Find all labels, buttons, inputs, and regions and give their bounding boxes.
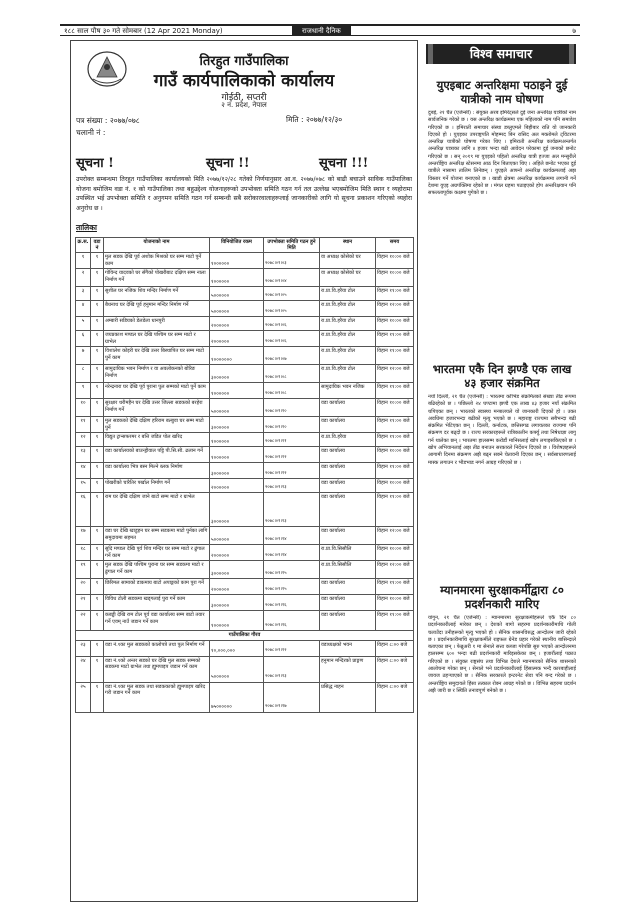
ward-cell: १ [91, 463, 104, 479]
office-province: २ नं. प्रदेश, नेपाल [221, 101, 267, 109]
budget-cell: ५०००००० [210, 527, 264, 545]
venue-cell: प्रसिद्ध नाहन [320, 682, 376, 712]
notice-heading-3: सूचना !!! [319, 156, 369, 171]
budget-cell: २०००००० [210, 545, 264, 561]
ward-cell: १ [91, 656, 104, 682]
ward-cell: १ [91, 301, 104, 317]
time-cell: विहान १०:०० बजे [376, 317, 414, 331]
time-cell: विहान ११:०० बजे [376, 287, 414, 301]
serial-cell: १५ [76, 479, 91, 493]
project-name-cell: वडा कार्यालयको बाउन्ड्रीवाल पट्टि पी.सि.सी. ढलान गर्ने [104, 447, 210, 463]
time-cell: विहान ११:०० बजे [376, 347, 414, 365]
venue-cell: रा.प्रा.वि.सिसौलि [320, 545, 376, 561]
ward-cell: १ [91, 561, 104, 579]
date-cell: २०७८।०१।१२ [264, 640, 320, 656]
serial-cell: २५ [76, 682, 91, 712]
page-number: ७ [572, 27, 576, 35]
ward-cell: १ [91, 269, 104, 287]
ward-cell: १ [91, 493, 104, 527]
budget-cell: ३०००००० [210, 417, 264, 433]
venue-cell: रा.प्रा.वि.हरैया टोल [320, 317, 376, 331]
serial-cell: १० [76, 399, 91, 417]
table-row [76, 447, 414, 463]
venue-cell: हनुमान मन्दिरको प्राङ्गण [320, 656, 376, 682]
venue-cell: वडा कार्यालय [320, 595, 376, 611]
project-name-cell: बैधनाथ घर देखि पूर्व हनुमान मन्दिर निर्माण गर्ने [104, 301, 210, 317]
date-cell: २०७८।०१।०५ [264, 301, 320, 317]
venue-cell: रा.प्रा.वि.सिसौलि [320, 561, 376, 579]
date-cell: २०७८।०१।१४ [264, 527, 320, 545]
venue-cell: वडा कार्यालय [320, 463, 376, 479]
project-name-cell: जयप्रकाश मण्डल घर देखि पश्चिम घर सम्म माटो र ग्राभेल [104, 331, 210, 347]
column-header: स्थान [320, 238, 376, 253]
date-cell: २०७८।०१।१७ [264, 682, 320, 712]
date-cell: २०७८।०१।१० [264, 399, 320, 417]
venue-cell: वा अध्यक्ष कोसेको घर [320, 253, 376, 269]
venue-cell: रा.प्रा.वि.हरैया टोल [320, 287, 376, 301]
project-name-cell: मुल सडक देखि पूर्व अशोक मिश्रको घर सम्म माटो पुर्ने काम [104, 253, 210, 269]
table-row [76, 479, 414, 493]
venue-cell: सामुदायिक भवन नजिक [320, 383, 376, 399]
table-row [76, 527, 414, 545]
table-row [76, 579, 414, 595]
serial-cell: २ [76, 269, 91, 287]
ward-cell: १ [91, 347, 104, 365]
serial-cell: २१ [76, 595, 91, 611]
table-header-row [76, 238, 414, 253]
time-cell: विहान ११:०० बजे [376, 463, 414, 479]
ward-cell: १ [91, 545, 104, 561]
table-row [76, 433, 414, 447]
public-notice [70, 40, 418, 902]
venue-cell: वडा कार्यालय [320, 579, 376, 595]
budget-cell: ३०००००० [210, 365, 264, 383]
budget-cell: ३०००००० [210, 493, 264, 527]
project-name-cell: सामुदायिक भवन निर्माण र वा अवलोकनको बोरिङ निर्माण [104, 365, 210, 383]
date-cell: २०७८।०१।०६ [264, 331, 320, 347]
table-row [76, 611, 414, 631]
time-cell: विहान ८:०० बजे [376, 640, 414, 656]
serial-cell: ११ [76, 417, 91, 433]
time-cell: विहान ११:०० बजे [376, 579, 414, 595]
serial-cell: ४ [76, 301, 91, 317]
date-cell: २०७८।०१।१५ [264, 561, 320, 579]
headline-myanmar-protest: म्यानमारमा सुरक्षाकर्मीद्वारा ८० प्रदर्शनकारी मारिए [440, 583, 564, 611]
venue-cell: रा.प्रा.वि.हरैया टोल [320, 365, 376, 383]
budget-cell: ५०००००० [210, 399, 264, 417]
budget-cell: ३०००००० [210, 561, 264, 579]
notice-heading-2: सूचना !! [206, 156, 250, 171]
date-cell: २०७८।०१।१३ [264, 656, 320, 682]
ward-cell: १ [91, 317, 104, 331]
time-cell: विहान ११:०० बजे [376, 383, 414, 399]
serial-cell: ७ [76, 347, 91, 365]
column-header: विनियोजित रकम [210, 238, 264, 253]
table-row [76, 682, 414, 712]
project-name-cell: वडा घर देखि खाडुहन घर सम्म सडकमा माटो पुर्नका लागि समुदायमा सहमत [104, 527, 210, 545]
project-name-cell: मुल सडक देखि पश्चिम पुराना घर सम्म सडकमा माटो र ढुंगाल गर्ने काम [104, 561, 210, 579]
article-india-covid: नयाँ दिल्ली, २१ चैत (एजेन्सी) : भारतमा कोभिड संक्रमितको संख्या तीव्र रूपमा बढिरहेको छ । पछिल्लो २४ घण्टामा झण्डै एक लाख ४३ हजार नयाँ संक्रमित थपिएका छन् । भारतको स्वास्थ्य मन्त्रालयले यो जानकारी दिएको हो । उक्त अवधिमा हजारभन्दा बढीको मृत्यु भएको छ । महाराष्ट्र राज्यमा सबैभन्दा बढी संक्रमित भेटिएका छन् । दिल्ली, कर्नाटक, छत्तिसगढ लगायतका राज्यमा पनि संक्रमण दर बढ्दो छ । राज्य सरकारहरूले रात्रिकालीन कर्फ्यु तथा निषेधाज्ञा लागु गर्न थालेका छन् । भारतमा हालसम्म करोडौं मानिसलाई खोप लगाइसकिएको छ । खोप अभियानलाई अझ तीव्र बनाउन सरकारले निर्देशन दिएको छ । विशेषज्ञहरूले आगामी दिनमा संक्रमण अझै बढ्न सक्ने चेतावनी दिएका छन् । सर्वसाधारणलाई मास्क लगाउन र भीडभाड नगर्न आग्रह गरिएको छ । [428, 394, 576, 466]
table-row [76, 287, 414, 301]
venue-cell: वडा कार्यालय [320, 399, 376, 417]
serial-cell: ६ [76, 331, 91, 347]
serial-cell: ९ [76, 383, 91, 399]
date-cell: २०७८।०१।०५ [264, 287, 320, 301]
ward-cell: १ [91, 640, 104, 656]
letter-number: पत्र संख्या : २०७७/०७८ [76, 116, 140, 125]
budget-cell: १०००००० [210, 433, 264, 447]
time-cell: विहान १२:०० बजे [376, 561, 414, 579]
budget-cell: ३०००००० [210, 595, 264, 611]
ward-cell: १ [91, 253, 104, 269]
project-name-cell: गोविन्द यादवको घर सँगैको पोखरीबाट दक्षिण सम्म नाला निर्माण गर्ने [104, 269, 210, 287]
time-cell: विहान ११:०० बजे [376, 331, 414, 347]
serial-cell: १३ [76, 447, 91, 463]
time-cell: विहान १०:०० बजे [376, 545, 414, 561]
project-name-cell: अम्बारी सडियको डेलडेला धानपुरी [104, 317, 210, 331]
venue-cell: वडा कार्यालय [320, 611, 376, 631]
notice-body: उपरोक्त सम्बन्धमा तिरहुत गाउँपालिका कार्यालयको मिति २०७७/१२/२८ गतेको निर्णयानुसार आ.व. २०७७/०७८ को बाढी बचाउने साविक गाउँपालिका योजना बमोजिम वडा नं. १ को गाउँपालिका तथा बहुउद्देश्य योजनाहरूको उपभोक्ता समिति गठन गर्न तल उल्लेख भएबमोजिम मिति स्थान र व्यहोरामा उपस्थित भई उपभोक्ता समिति र अनुगमन समिति गठन गर्न सम्बन्धी सबै सरोकारवालाहरूलाई जानकारीको लागि यो सूचना प्रकाशन गरिएको व्यहोरा अनुरोध छ । [76, 176, 412, 212]
ward-cell: १ [91, 365, 104, 383]
ward-cell: १ [91, 287, 104, 301]
table-row [76, 269, 414, 287]
budget-cell: १०००००० [210, 253, 264, 269]
time-cell: विहान १२:०० बजे [376, 365, 414, 383]
issue-date: १८८ साल पौष ३० गते सोमबार (12 Apr 2021 Monday) [64, 27, 223, 35]
table-row [76, 631, 414, 640]
venue-cell: रा.प्रा.वि.हरैया टोल [320, 347, 376, 365]
venue-cell: वडा कार्यालय [320, 527, 376, 545]
date-cell: २०७८।०१।०४ [264, 269, 320, 287]
ward-cell: १ [91, 447, 104, 463]
section-label-cell: गाउँपालिका गौरव [76, 631, 414, 640]
serial-cell: १२ [76, 433, 91, 447]
date-cell: २०७८।०१।१६ [264, 595, 320, 611]
ward-cell: १ [91, 579, 104, 595]
time-cell: विहान १०:०० बजे [376, 269, 414, 287]
date-cell: २०७८।०१।१३ [264, 479, 320, 493]
time-cell: विहान ८:०० बजे [376, 682, 414, 712]
serial-cell: २३ [76, 640, 91, 656]
serial-cell: १८ [76, 545, 91, 561]
serial-cell: १७ [76, 527, 91, 545]
venue-cell: रा.प्रा.वि.हरैया टोल [320, 301, 376, 317]
project-name-cell: वडा नं.१को अन्तर सडको घर देखि मुल सडक सम्मको सडकमा माटो ग्राभेल तथा ह्युमपाइप जडान गर्ने काम [104, 656, 210, 682]
time-cell: विहान १२:०० बजे [376, 527, 414, 545]
budget-cell: ५०००००० [210, 656, 264, 682]
project-name-cell: मुल सडकको देखि दक्षिण हरिराम बल्बुवा घर सम्म माटो पुर्ने [104, 417, 210, 433]
time-cell: विहान १०:०० बजे [376, 595, 414, 611]
table-row [76, 331, 414, 347]
table-row [76, 399, 414, 417]
budget-cell: १०००००० [210, 269, 264, 287]
table-body [76, 253, 414, 712]
serial-cell: २० [76, 579, 91, 595]
date-cell: २०७८।०१।१२ [264, 447, 320, 463]
ward-cell: १ [91, 331, 104, 347]
reference-block [76, 115, 140, 139]
serial-cell: २४ [76, 656, 91, 682]
venue-cell: वा अध्यक्ष कोसेको घर [320, 269, 376, 287]
date-cell: २०७८।०१।१६ [264, 611, 320, 631]
table-row [76, 317, 414, 331]
serial-cell: २२ [76, 611, 91, 631]
table-row [76, 463, 414, 479]
budget-cell: ३०००००० [210, 463, 264, 479]
budget-cell: २०००००० [210, 579, 264, 595]
venue-cell: रा.प्रा.वि.हरैया टोल [320, 331, 376, 347]
serial-cell: १४ [76, 463, 91, 479]
ward-cell: १ [91, 417, 104, 433]
venue-cell: वडाध्यक्षको भवन [320, 640, 376, 656]
table-row [76, 640, 414, 656]
time-cell: विहान ८:०० बजे [376, 656, 414, 682]
time-cell: विहान १०:०० बजे [376, 447, 414, 463]
table-row [76, 561, 414, 579]
project-name-cell: सुशील घर नजिक शिव मन्दिर निर्माण गर्ने [104, 287, 210, 301]
budget-cell: १००००००० [210, 347, 264, 365]
budget-cell: २०००००० [210, 479, 264, 493]
world-news-column [426, 40, 576, 902]
serial-cell: १९ [76, 561, 91, 579]
date-cell: २०७८।०१।१५ [264, 579, 320, 595]
table-row [76, 417, 414, 433]
table-row [76, 493, 414, 527]
project-name-cell: वडा नं.१का मुल सडकको कालोपत्रे तथा पुल निर्माण गर्ने [104, 640, 210, 656]
ward-cell: १ [91, 682, 104, 712]
time-cell: विहान १०:०० बजे [376, 399, 414, 417]
table-row [76, 383, 414, 399]
date-cell: २०७८।०१।०८ [264, 383, 320, 399]
date-cell: २०७८।०१।०३ [264, 253, 320, 269]
budget-cell: २०००००० [210, 317, 264, 331]
table-row [76, 347, 414, 365]
office-location: गोईठी, सप्तरी [221, 93, 267, 103]
serial-cell: ५ [76, 317, 91, 331]
budget-cell: १०००००० [210, 383, 264, 399]
column-header: क्र.स. [76, 238, 91, 253]
time-cell: विहान ११:०० बजे [376, 493, 414, 527]
venue-cell: वडा कार्यालय [320, 493, 376, 527]
project-name-cell: विद्युत ट्रान्सफरमर र बत्ति जडित पोल खरिद [104, 433, 210, 447]
article-myanmar-protest: यांगुन, २१ चैत (एजेन्सी) : म्यानमारमा सुरक्षाकर्मीहरूले एकै दिन ८० प्रदर्शनकारीलाई मारेका छन् । देशको बागो सहरमा प्रदर्शनकारीमाथि गोली चलाउँदा उनीहरूको मृत्यु भएको हो । सैनिक शासनविरुद्ध आन्दोलन जारी रहेको छ । प्रदर्शनकारीमाथि सुरक्षाकर्मीले राइफल ग्रेनेड प्रहार गरेको स्थानीय बासिन्दाले बताएका छन् । फेब्रुअरी १ मा सेनाले सत्ता कब्जा गरेपछि सुरु भएको आन्दोलनमा हालसम्म ६०० भन्दा बढी प्रदर्शनकारी मारिइसकेका छन् । हजारौंलाई पक्राउ गरिएको छ । संयुक्त राष्ट्रसंघ तथा विभिन्न देशले म्यानमारको सैनिक शासनको आलोचना गरेका छन् । सेनाले भने प्रदर्शनकारीलाई हिंसात्मक भन्दै कारबाहीलाई जायज ठहर्‍याएको छ । सैनिक सरकारले इन्टरनेट सेवा पनि बन्द गरेको छ । अन्तर्राष्ट्रिय समुदायले हिंसा तत्काल रोक्न आग्रह गरेको छ । विभिन्न सहरमा प्रदर्शन अझै जारी छ र स्थिति तनावपूर्ण बनेको छ । [428, 615, 576, 694]
project-name-cell: वडा नं.१का मुल सडक तथा सडककाको ह्युमपाइप खरिद गरी जडान गर्ने काम [104, 682, 210, 712]
budget-cell: ५०००००० [210, 287, 264, 301]
table-caption: तालिका [76, 223, 97, 232]
project-name-cell: नरेन्द्रनारा घर देखि पूर्व पुराना पुल सम्मको माटो पुर्ने काम [104, 383, 210, 399]
office-name: गाउँ कार्यपालिकाको कार्यालय [153, 71, 335, 91]
venue-cell: वडा कार्यालय [320, 417, 376, 433]
date-cell: २०७८।०१।०७ [264, 347, 320, 365]
time-cell: विहान ११:०० बजे [376, 417, 414, 433]
time-cell: विहान १२:०० बजे [376, 301, 414, 317]
time-cell: विहान ११:०० बजे [376, 433, 414, 447]
date-cell: २०७८।०१।१३ [264, 493, 320, 527]
time-cell: विहान ११:०० बजे [376, 611, 414, 631]
column-header: समय [376, 238, 414, 253]
venue-cell: वडा कार्यालय [320, 479, 376, 493]
serial-cell: ८ [76, 365, 91, 383]
table-row [76, 545, 414, 561]
municipality-name: तिरहुत गाउँपालिका [199, 54, 289, 69]
ward-cell: १ [91, 479, 104, 493]
project-name-cell: विविध टोली सडकमा खड्गलाई पुरा गर्ने काम [104, 595, 210, 611]
budget-cell: ५०००००० [210, 301, 264, 317]
budget-cell: १०००००० [210, 447, 264, 463]
column-header: योजनाको नाम [104, 238, 210, 253]
table-row [76, 595, 414, 611]
notice-date: मिति : २०७७/१२/३० [286, 115, 343, 124]
project-name-cell: राम घर देखि दक्षिण जाने बाटो सम्म माटो र ग्राभेल [104, 493, 210, 527]
date-cell: २०७८।०१।१२ [264, 463, 320, 479]
venue-cell: वडा कार्यालय [320, 447, 376, 463]
table-row [76, 301, 414, 317]
dispatch-number: चलानी नं : [76, 128, 106, 137]
date-cell: २०७८।०१।११ [264, 433, 320, 447]
budget-cell: ७५०००००० [210, 682, 264, 712]
venue-cell: रा.प्रा.वि.हरैया [320, 433, 376, 447]
time-cell: विहान १०:०० बजे [376, 479, 414, 493]
budget-cell: १०००००० [210, 611, 264, 631]
newspaper-header-strip [60, 24, 580, 36]
date-cell: २०७८।०१।१० [264, 417, 320, 433]
headline-india-covid: भारतमा एकै दिन झण्डै एक लाख ४३ हजार संक्रमित [432, 362, 572, 390]
ward-cell: १ [91, 383, 104, 399]
world-news-banner: विश्व समाचार [426, 44, 576, 64]
ward-cell: १ [91, 399, 104, 417]
table-row [76, 365, 414, 383]
ward-cell: १ [91, 433, 104, 447]
date-cell: २०७८।०१।०६ [264, 317, 320, 331]
serial-cell: १ [76, 253, 91, 269]
budget-cell: २०००००० [210, 331, 264, 347]
project-name-cell: छिरिमल सामाको डाकमाय बाटो अपाङ्गको काम पुरा गर्ने [104, 579, 210, 595]
ward-cell: १ [91, 527, 104, 545]
headline-uae-astronauts: युएइबाट अन्तरिक्षमा पठाइने दुई यात्रीको नाम घोषणा [436, 78, 568, 106]
project-name-cell: विशालेश कोइरी घर देखि उत्तर बिस्थापित घर सम्म माटो पुर्ने काम [104, 347, 210, 365]
budget-cell: १०,०००,००० [210, 640, 264, 656]
date-cell: २०७८।०१।१४ [264, 545, 320, 561]
column-header: उपभोक्ता समिति गठन हुने मिति [264, 238, 320, 253]
serial-cell: ३ [76, 287, 91, 301]
table-row [76, 253, 414, 269]
masthead-label: राजधानी दैनिक [292, 26, 351, 36]
column-header: वडा नं [91, 238, 104, 253]
project-name-cell: कबड्डी देखि राम टोल पूर्व वडा कार्यालय सम्म बाटो तयार गर्ने एवम् नाउँ जडान गर्ने काम [104, 611, 210, 631]
ward-cell: १ [91, 611, 104, 631]
project-name-cell: वडा कार्यालय भित्र बस्न मिल्ने ब्लक निर्माण [104, 463, 210, 479]
project-name-cell: सुरक्षार थरीमहैन घर देखि उत्तर जिल्ला सडकको बरहेरा निर्माण गर्ने [104, 399, 210, 417]
article-uae-astronauts: दुबई, २१ चैत (एजेन्सी) : संयुक्त अरब इमिरेट्सले दुई जना अन्तरिक्ष यात्रीको नाम सार्वजनिक गरेको छ । यस अन्तरिक्ष कार्यक्रममा एक महिलाको नाम पनि समावेश गरिएको छ । इमिराती समाचार संस्था डब्लुएमले बिहीबार राति यो जानकारी दिएको हो । युएइका उपराष्ट्रपति मोहम्मद बिन रासिद अल मक्तोमले ट्विटरमा अन्तरिक्ष यात्रीको घोषणा गरेका थिए । इमिराती अन्तरिक्ष कार्यक्रमअन्तर्गत अन्तरिक्ष यात्राका लागि ४ हजार भन्दा बढी आवेदन परेकामा दुई जनाको छनोट गरिएको छ । सन् २०१९ मा युएइको पहिलो अन्तरिक्ष यात्री हज्जा अल मन्सुरीले अन्तर्राष्ट्रिय अन्तरिक्ष स्टेसनमा आठ दिन बिताएका थिए । अहिले छनोट भएका दुई यात्रीले नासामा तालिम लिनेछन् । युएइले आफ्नो अन्तरिक्ष कार्यक्रमलाई अझ विस्तार गर्ने योजना बनाएको छ । खाडी क्षेत्रमा अन्तरिक्ष कार्यक्रममा लगानी गर्ने देशमा युएइ अग्रपंक्तिमा रहेको छ । मंगल ग्रहमा पठाइएको होप अन्तरिक्षयान पनि सफलतापूर्वक कक्षमा पुगेको छ । [428, 110, 576, 197]
ward-cell: १ [91, 595, 104, 611]
serial-cell: १६ [76, 493, 91, 527]
project-name-cell: पोखरीको चारैतिर पर्खाल निर्माण गर्ने [104, 479, 210, 493]
projects-table [75, 237, 414, 713]
date-cell: २०७८।०१।०८ [264, 365, 320, 383]
time-cell: विहान १०:०० बजे [376, 253, 414, 269]
notice-heading-1: सूचना ! [76, 156, 114, 171]
project-name-cell: सुदि मण्डल देखि पूर्व शिव मन्दिर घर सम्म माटो र ढुंगाल गर्ने काम [104, 545, 210, 561]
table-row [76, 656, 414, 682]
